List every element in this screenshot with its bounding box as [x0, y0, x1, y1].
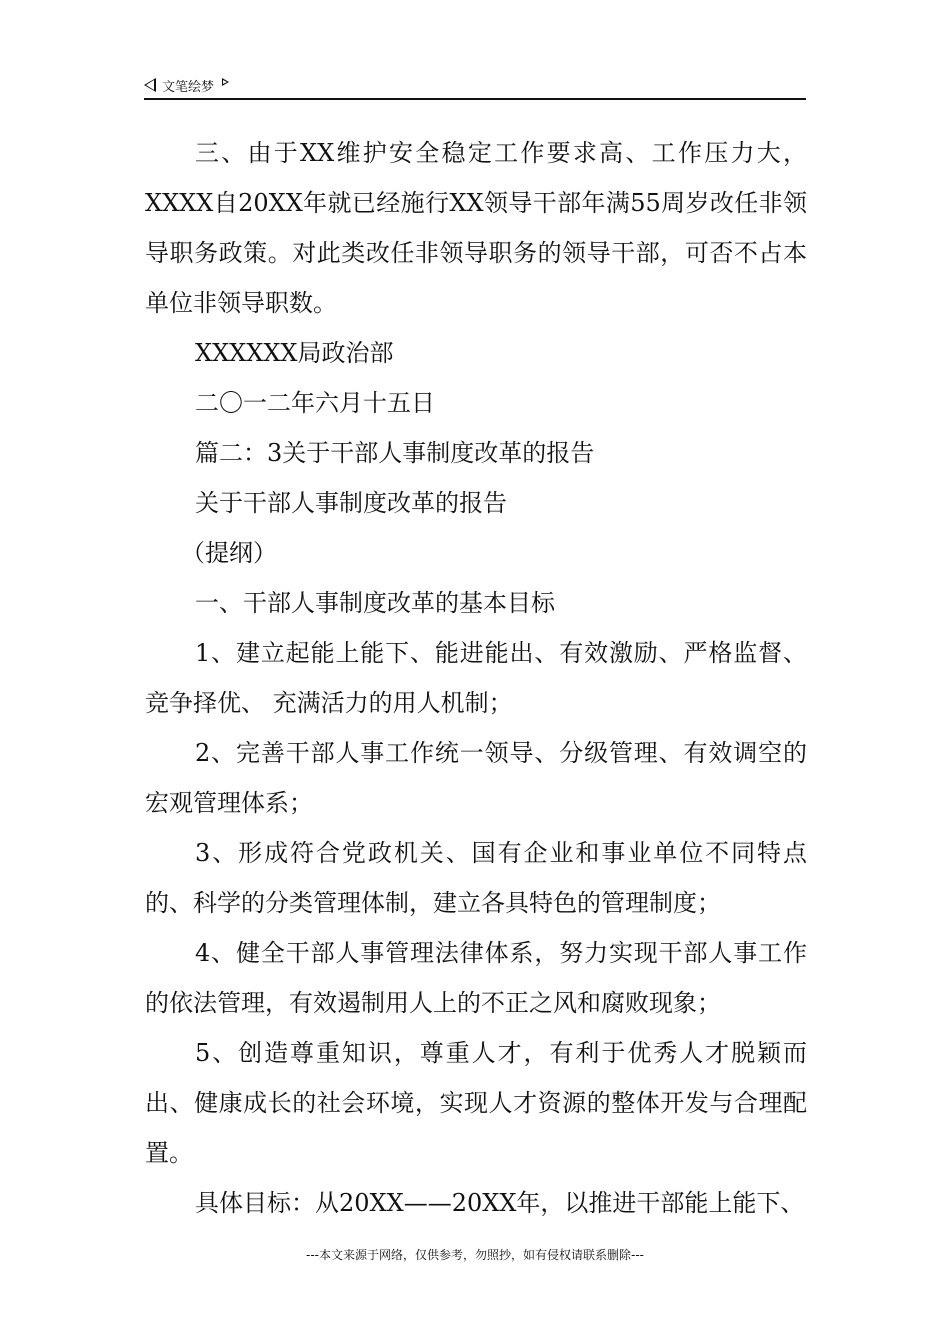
- triangle-right-icon: [222, 78, 229, 86]
- page-header: [144, 72, 806, 100]
- document-body: [145, 128, 807, 1228]
- disclaimer-footer: ---本文来源于网络，仅供参考，勿照抄，如有侵权请联系删除---: [306, 1248, 644, 1262]
- goal-item-1: 1、建立起能上能下、能进能出、有效激励、严格监督、竞争择优、 充满活力的用人机制；: [145, 639, 807, 717]
- triangle-left-icon: [144, 78, 156, 92]
- goal-item-3: 3、形成符合党政机关、国有企业和事业单位不同特点的、科学的分类管理体制，建立各具特色的管理制度；: [145, 839, 807, 917]
- goal-item-2: 2、完善干部人事工作统一领导、分级管理、有效调空的宏观管理体系；: [145, 739, 807, 817]
- outline-label: （提纲）: [181, 539, 277, 567]
- specific-goal: 具体目标：从20XX——20XX年，以推进干部能上能下、: [195, 1189, 805, 1217]
- goal-item-4: 4、健全干部人事管理法律体系，努力实现干部人事工作的依法管理，有效遏制用人上的不正之风和腐败现象；: [145, 939, 807, 1017]
- header-title: 文笔绘梦: [162, 79, 215, 95]
- report-title: 关于干部人事制度改革的报告: [195, 489, 507, 517]
- signature-date: 二〇一二年六月十五日: [195, 389, 435, 417]
- goal-item-5: 5、创造尊重知识，尊重人才，有利于优秀人才脱颖而出、健康成长的社会环境，实现人才资源的整体开发与合理配置。: [145, 1039, 807, 1167]
- section-one-heading: 一、干部人事制度改革的基本目标: [195, 589, 555, 617]
- article-two-heading: 篇二：3关于干部人事制度改革的报告: [195, 439, 595, 467]
- signature-department: XXXXXX局政治部: [195, 339, 394, 367]
- paragraph-section-three: 三、由于XX维护安全稳定工作要求高、工作压力大，XXXX自20XX年就已经施行XX领导干部年满55周岁改任非领导职务政策。对此类改任非领导职务的领导干部，可否不占本单位非领导职数。: [145, 139, 807, 317]
